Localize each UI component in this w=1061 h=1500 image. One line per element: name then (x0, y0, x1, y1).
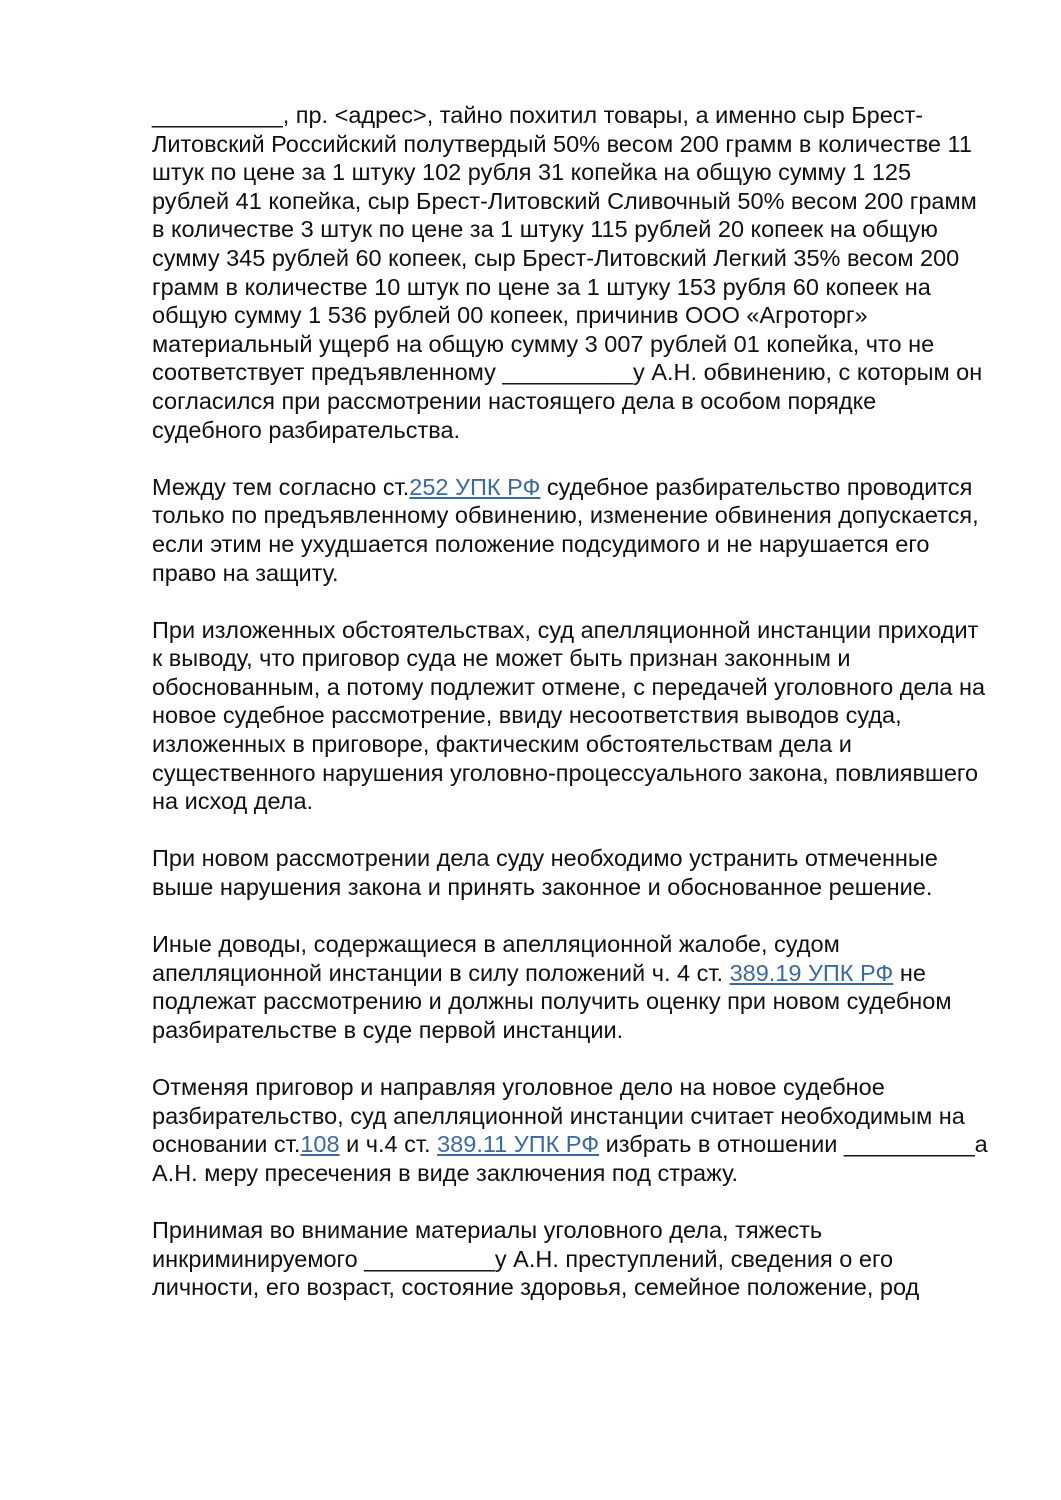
document-page (152, 101, 992, 1331)
paragraph-other-arguments (152, 930, 992, 1044)
paragraph-text: судебное разбирательство проводится только по предъявленному обвинению, изменение обвинения допускается, если этим не ухудшается положение подсудимого и не нарушается его право на защиту. (152, 473, 979, 586)
paragraph-text: __________, пр. <адрес>, тайно похитил товары, а именно сыр Брест-Литовский Российский полутвердый 50% весом 200 грамм в количестве 11 штук по цене за 1 штуку 102 рубля 31 копейка на общую сумму 1 125 рублей 41 копейка, сыр Брест-Литовский Сливочный 50% весом 200 грамм в количестве 3 штук по цене за 1 штуку 115 рублей 20 копеек на общую сумму 345 рублей 60 копеек, сыр Брест-Литовский Легкий 35% весом 200 грамм в количестве 10 штук по цене за 1 штуку 153 рубля 60 копеек на общую сумму 1 536 рублей 00 копеек, причинив ООО «Агроторг» материальный ущерб на общую сумму 3 007 рублей 01 копейка, что не соответствует предъявленному __________у А.Н. обвинению, с которым он согласился при рассмотрении настоящего дела в особом порядке судебного разбирательства. (152, 102, 983, 443)
paragraph-text: Принимая во внимание материалы уголовного дела, тяжесть инкриминируемого __________у А.Н. преступлений, сведения о его личности, его возраст, состояние здоровья, семейное положение, род (152, 1217, 920, 1301)
link-108[interactable]: 108 (300, 1131, 340, 1158)
paragraph-text: и ч.4 ст. (339, 1131, 438, 1158)
paragraph-theft-details (152, 101, 992, 444)
paragraph-preventive-measure (152, 1073, 992, 1187)
paragraph-text: Отменяя приговор и направляя уголовное дело на новое судебное разбирательство, суд апелляционной инстанции считает необходимым на основании ст. (152, 1074, 965, 1158)
paragraph-text: не подлежат рассмотрению и должны получить оценку при новом судебном разбирательстве в суде первой инстанции. (152, 959, 952, 1043)
link-389-11-upk-rf[interactable]: 389.11 УПК РФ (437, 1131, 600, 1158)
paragraph-circumstances (152, 616, 992, 816)
link-252-upk-rf[interactable]: 252 УПК РФ (409, 473, 541, 500)
link-389-19-upk-rf[interactable]: 389.19 УПК РФ (729, 959, 894, 986)
paragraph-text: Иные доводы, содержащиеся в апелляционной жалобе, судом апелляционной инстанции в силу положений ч. 4 ст. (152, 931, 840, 986)
paragraph-case-materials (152, 1216, 992, 1302)
paragraph-art-252 (152, 473, 992, 587)
paragraph-text: избрать в отношении __________а А.Н. меру пресечения в виде заключения под стражу. (152, 1131, 988, 1186)
paragraph-text: При изложенных обстоятельствах, суд апелляционной инстанции приходит к выводу, что приговор суда не может быть признан законным и обоснованным, а потому подлежит отмене, с передачей уголовного дела на новое судебное рассмотрение, ввиду несоответствия выводов суда, изложенных в приговоре, фактическим обстоятельствам дела и существенного нарушения уголовно-процессуального закона, повлиявшего на исход дела. (152, 616, 986, 815)
paragraph-text: При новом рассмотрении дела суду необходимо устранить отмеченные выше нарушения закона и принять законное и обоснованное решение. (152, 845, 938, 901)
paragraph-text: Между тем согласно ст. (152, 473, 410, 500)
paragraph-new-review (152, 844, 992, 901)
